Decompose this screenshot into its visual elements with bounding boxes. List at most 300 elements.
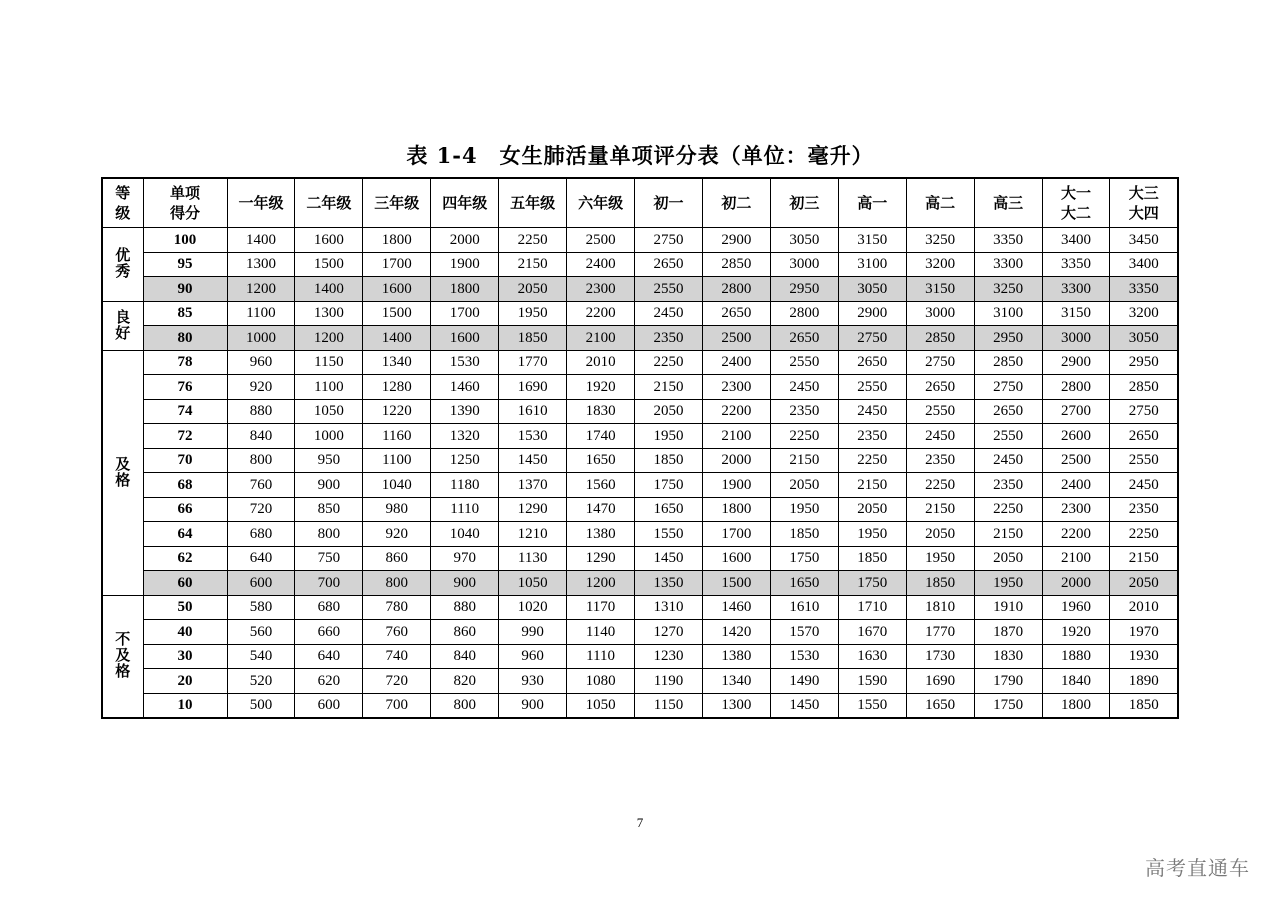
score-cell: 72 [143,424,227,449]
value-cell: 2400 [702,350,770,375]
value-cell: 970 [431,546,499,571]
value-cell: 1390 [431,399,499,424]
table-row [102,473,1178,498]
value-cell: 1750 [770,546,838,571]
value-cell: 1790 [974,669,1042,694]
value-cell: 3000 [770,252,838,277]
value-cell: 920 [227,375,295,400]
value-cell: 2800 [702,277,770,302]
score-cell: 100 [143,228,227,253]
value-cell: 1530 [431,350,499,375]
value-cell: 2650 [906,375,974,400]
value-cell: 1160 [363,424,431,449]
value-cell: 1950 [974,571,1042,596]
table-row [102,424,1178,449]
value-cell: 740 [363,644,431,669]
value-cell: 1110 [567,644,635,669]
table-row [102,326,1178,351]
value-cell: 1850 [635,448,703,473]
value-cell: 1420 [702,620,770,645]
value-cell: 1450 [635,546,703,571]
value-cell: 1490 [770,669,838,694]
value-cell: 2150 [499,252,567,277]
value-cell: 2550 [838,375,906,400]
value-cell: 2450 [770,375,838,400]
score-cell: 76 [143,375,227,400]
value-cell: 1000 [227,326,295,351]
value-cell: 2600 [1042,424,1110,449]
value-cell: 2650 [702,301,770,326]
value-cell: 1730 [906,644,974,669]
value-cell: 700 [295,571,363,596]
watermark-logo-text: 高考直通车 [1145,856,1250,880]
value-cell: 2250 [906,473,974,498]
value-cell: 1110 [431,497,499,522]
value-cell: 1340 [363,350,431,375]
value-cell: 2150 [974,522,1042,547]
value-cell: 880 [431,595,499,620]
value-cell: 2150 [1110,546,1178,571]
value-cell: 1870 [974,620,1042,645]
value-cell: 1610 [770,595,838,620]
value-cell: 1630 [838,644,906,669]
value-cell: 2300 [567,277,635,302]
value-cell: 2650 [770,326,838,351]
value-cell: 3350 [1042,252,1110,277]
value-cell: 2010 [1110,595,1178,620]
value-cell: 1950 [770,497,838,522]
value-cell: 1750 [838,571,906,596]
value-cell: 1350 [635,571,703,596]
value-cell: 1600 [702,546,770,571]
value-cell: 2050 [838,497,906,522]
value-cell: 2400 [567,252,635,277]
value-cell: 1950 [906,546,974,571]
value-cell: 1380 [702,644,770,669]
value-cell: 1450 [770,693,838,718]
value-cell: 2650 [838,350,906,375]
score-cell: 70 [143,448,227,473]
year-column-header: 四年级 [431,178,499,228]
value-cell: 2500 [702,326,770,351]
table-row [102,571,1178,596]
value-cell: 1650 [635,497,703,522]
year-column-header: 大一 大二 [1042,178,1110,228]
value-cell: 2900 [702,228,770,253]
value-cell: 1800 [431,277,499,302]
value-cell: 1080 [567,669,635,694]
table-row [102,252,1178,277]
value-cell: 2550 [906,399,974,424]
value-cell: 1830 [974,644,1042,669]
value-cell: 2500 [1042,448,1110,473]
value-cell: 3150 [838,228,906,253]
value-cell: 1040 [363,473,431,498]
value-cell: 2850 [974,350,1042,375]
value-cell: 1600 [295,228,363,253]
value-cell: 1380 [567,522,635,547]
value-cell: 1210 [499,522,567,547]
value-cell: 2450 [906,424,974,449]
value-cell: 2650 [635,252,703,277]
value-cell: 2100 [702,424,770,449]
value-cell: 1890 [1110,669,1178,694]
value-cell: 1300 [702,693,770,718]
value-cell: 1470 [567,497,635,522]
value-cell: 2350 [906,448,974,473]
value-cell: 860 [431,620,499,645]
value-cell: 720 [363,669,431,694]
table-row [102,669,1178,694]
value-cell: 1750 [635,473,703,498]
value-cell: 3350 [1110,277,1178,302]
table-row [102,448,1178,473]
value-cell: 2350 [770,399,838,424]
value-cell: 3100 [974,301,1042,326]
value-cell: 2250 [770,424,838,449]
value-cell: 3250 [974,277,1042,302]
value-cell: 1770 [906,620,974,645]
value-cell: 1850 [838,546,906,571]
table-row [102,399,1178,424]
value-cell: 1370 [499,473,567,498]
value-cell: 800 [295,522,363,547]
year-column-header: 初三 [770,178,838,228]
value-cell: 1800 [702,497,770,522]
value-cell: 950 [295,448,363,473]
table-row [102,350,1178,375]
value-cell: 2450 [838,399,906,424]
score-cell: 64 [143,522,227,547]
value-cell: 640 [295,644,363,669]
value-cell: 1170 [567,595,635,620]
value-cell: 1850 [906,571,974,596]
value-cell: 1530 [499,424,567,449]
value-cell: 1190 [635,669,703,694]
value-cell: 3050 [838,277,906,302]
value-cell: 2750 [906,350,974,375]
value-cell: 1130 [499,546,567,571]
year-column-header: 大三 大四 [1110,178,1178,228]
value-cell: 1500 [363,301,431,326]
value-cell: 2650 [1110,424,1178,449]
value-cell: 1850 [770,522,838,547]
value-cell: 540 [227,644,295,669]
value-cell: 3300 [974,252,1042,277]
value-cell: 1100 [363,448,431,473]
page-number: 7 [636,815,644,830]
value-cell: 900 [431,571,499,596]
value-cell: 1150 [635,693,703,718]
value-cell: 600 [295,693,363,718]
value-cell: 2050 [906,522,974,547]
grade-cell: 良 好 [102,301,143,350]
value-cell: 1450 [499,448,567,473]
year-column-header: 一年级 [227,178,295,228]
value-cell: 840 [431,644,499,669]
value-cell: 820 [431,669,499,694]
value-cell: 2350 [974,473,1042,498]
value-cell: 750 [295,546,363,571]
value-cell: 520 [227,669,295,694]
value-cell: 2350 [1110,497,1178,522]
value-cell: 1850 [499,326,567,351]
value-cell: 2550 [1110,448,1178,473]
value-cell: 2250 [1110,522,1178,547]
value-cell: 1530 [770,644,838,669]
value-cell: 840 [227,424,295,449]
value-cell: 1710 [838,595,906,620]
value-cell: 2650 [974,399,1042,424]
value-cell: 1920 [567,375,635,400]
score-cell: 74 [143,399,227,424]
value-cell: 2300 [1042,497,1110,522]
value-cell: 1700 [363,252,431,277]
table-row [102,546,1178,571]
value-cell: 1320 [431,424,499,449]
score-cell: 95 [143,252,227,277]
value-cell: 2050 [499,277,567,302]
value-cell: 1200 [295,326,363,351]
value-cell: 1050 [295,399,363,424]
value-cell: 3150 [1042,301,1110,326]
value-cell: 2050 [770,473,838,498]
year-column-header: 六年级 [567,178,635,228]
score-cell: 90 [143,277,227,302]
value-cell: 1570 [770,620,838,645]
score-cell: 30 [143,644,227,669]
value-cell: 2350 [635,326,703,351]
value-cell: 1560 [567,473,635,498]
value-cell: 680 [295,595,363,620]
value-cell: 3200 [906,252,974,277]
year-column-header: 二年级 [295,178,363,228]
value-cell: 2010 [567,350,635,375]
value-cell: 1950 [499,301,567,326]
value-cell: 2550 [770,350,838,375]
value-cell: 3400 [1110,252,1178,277]
value-cell: 1950 [838,522,906,547]
year-column-header: 高三 [974,178,1042,228]
table-row [102,522,1178,547]
value-cell: 3000 [1042,326,1110,351]
value-cell: 2500 [567,228,635,253]
value-cell: 3400 [1042,228,1110,253]
table-row [102,301,1178,326]
year-column-header: 高二 [906,178,974,228]
value-cell: 2400 [1042,473,1110,498]
value-cell: 2750 [838,326,906,351]
value-cell: 760 [227,473,295,498]
value-cell: 1310 [635,595,703,620]
value-cell: 620 [295,669,363,694]
value-cell: 2750 [635,228,703,253]
value-cell: 1650 [906,693,974,718]
table-row [102,228,1178,253]
value-cell: 1700 [702,522,770,547]
value-cell: 1950 [635,424,703,449]
value-cell: 850 [295,497,363,522]
score-cell: 80 [143,326,227,351]
value-cell: 1400 [363,326,431,351]
value-cell: 1230 [635,644,703,669]
value-cell: 1460 [702,595,770,620]
value-cell: 880 [227,399,295,424]
value-cell: 2450 [1110,473,1178,498]
value-cell: 1500 [702,571,770,596]
value-cell: 2850 [906,326,974,351]
value-cell: 2950 [770,277,838,302]
table-row [102,497,1178,522]
value-cell: 2350 [838,424,906,449]
value-cell: 1900 [431,252,499,277]
value-cell: 1300 [295,301,363,326]
value-cell: 2250 [635,350,703,375]
value-cell: 920 [363,522,431,547]
value-cell: 1460 [431,375,499,400]
table-body [102,228,1178,719]
score-cell: 40 [143,620,227,645]
value-cell: 860 [363,546,431,571]
value-cell: 1200 [567,571,635,596]
value-cell: 1880 [1042,644,1110,669]
table-title: 表 1-4 女生肺活量单项评分表（单位：毫升） [406,143,874,168]
value-cell: 760 [363,620,431,645]
value-cell: 3150 [906,277,974,302]
value-cell: 1140 [567,620,635,645]
year-column-header: 高一 [838,178,906,228]
value-cell: 1800 [1042,693,1110,718]
value-cell: 1100 [295,375,363,400]
table-row [102,644,1178,669]
value-cell: 1250 [431,448,499,473]
value-cell: 2100 [567,326,635,351]
value-cell: 1400 [295,277,363,302]
value-cell: 3100 [838,252,906,277]
value-cell: 580 [227,595,295,620]
value-cell: 2050 [635,399,703,424]
value-cell: 1290 [499,497,567,522]
score-cell: 10 [143,693,227,718]
value-cell: 2050 [1110,571,1178,596]
value-cell: 2150 [635,375,703,400]
value-cell: 2250 [838,448,906,473]
value-cell: 2800 [770,301,838,326]
value-cell: 2200 [567,301,635,326]
value-cell: 2200 [702,399,770,424]
grade-column-header: 等 级 [102,178,143,228]
value-cell: 1690 [906,669,974,694]
value-cell: 600 [227,571,295,596]
lung-capacity-score-table [101,177,1179,719]
value-cell: 3350 [974,228,1042,253]
value-cell: 2150 [906,497,974,522]
value-cell: 2150 [838,473,906,498]
value-cell: 2150 [770,448,838,473]
value-cell: 1830 [567,399,635,424]
value-cell: 1050 [567,693,635,718]
value-cell: 1670 [838,620,906,645]
value-cell: 1290 [567,546,635,571]
table-row [102,375,1178,400]
value-cell: 1740 [567,424,635,449]
year-column-header: 五年级 [499,178,567,228]
value-cell: 3200 [1110,301,1178,326]
value-cell: 1220 [363,399,431,424]
table-header-row [102,178,1178,228]
value-cell: 1550 [635,522,703,547]
value-cell: 2700 [1042,399,1110,424]
value-cell: 1610 [499,399,567,424]
value-cell: 800 [363,571,431,596]
score-cell: 62 [143,546,227,571]
value-cell: 2250 [499,228,567,253]
value-cell: 2900 [1042,350,1110,375]
value-cell: 1600 [431,326,499,351]
value-cell: 900 [499,693,567,718]
value-cell: 1920 [1042,620,1110,645]
value-cell: 1900 [702,473,770,498]
value-cell: 1040 [431,522,499,547]
value-cell: 2550 [635,277,703,302]
grade-cell: 不 及 格 [102,595,143,718]
value-cell: 1300 [227,252,295,277]
value-cell: 3050 [770,228,838,253]
value-cell: 3450 [1110,228,1178,253]
value-cell: 1690 [499,375,567,400]
value-cell: 1100 [227,301,295,326]
value-cell: 2450 [974,448,1042,473]
value-cell: 2750 [1110,399,1178,424]
value-cell: 1000 [295,424,363,449]
value-cell: 2900 [838,301,906,326]
value-cell: 700 [363,693,431,718]
score-cell: 20 [143,669,227,694]
value-cell: 1550 [838,693,906,718]
value-cell: 1200 [227,277,295,302]
value-cell: 3250 [906,228,974,253]
value-cell: 1650 [770,571,838,596]
value-cell: 1600 [363,277,431,302]
grade-cell: 优 秀 [102,228,143,302]
value-cell: 2300 [702,375,770,400]
value-cell: 1770 [499,350,567,375]
score-cell: 78 [143,350,227,375]
value-cell: 800 [431,693,499,718]
value-cell: 2450 [635,301,703,326]
value-cell: 1650 [567,448,635,473]
value-cell: 1930 [1110,644,1178,669]
value-cell: 1700 [431,301,499,326]
value-cell: 990 [499,620,567,645]
value-cell: 960 [227,350,295,375]
value-cell: 1020 [499,595,567,620]
value-cell: 2200 [1042,522,1110,547]
value-cell: 960 [499,644,567,669]
value-cell: 1750 [974,693,1042,718]
value-cell: 680 [227,522,295,547]
table-row [102,595,1178,620]
value-cell: 2000 [431,228,499,253]
value-cell: 2000 [1042,571,1110,596]
value-cell: 1910 [974,595,1042,620]
value-cell: 2850 [702,252,770,277]
value-cell: 1970 [1110,620,1178,645]
value-cell: 720 [227,497,295,522]
value-cell: 1400 [227,228,295,253]
value-cell: 1960 [1042,595,1110,620]
score-cell: 50 [143,595,227,620]
